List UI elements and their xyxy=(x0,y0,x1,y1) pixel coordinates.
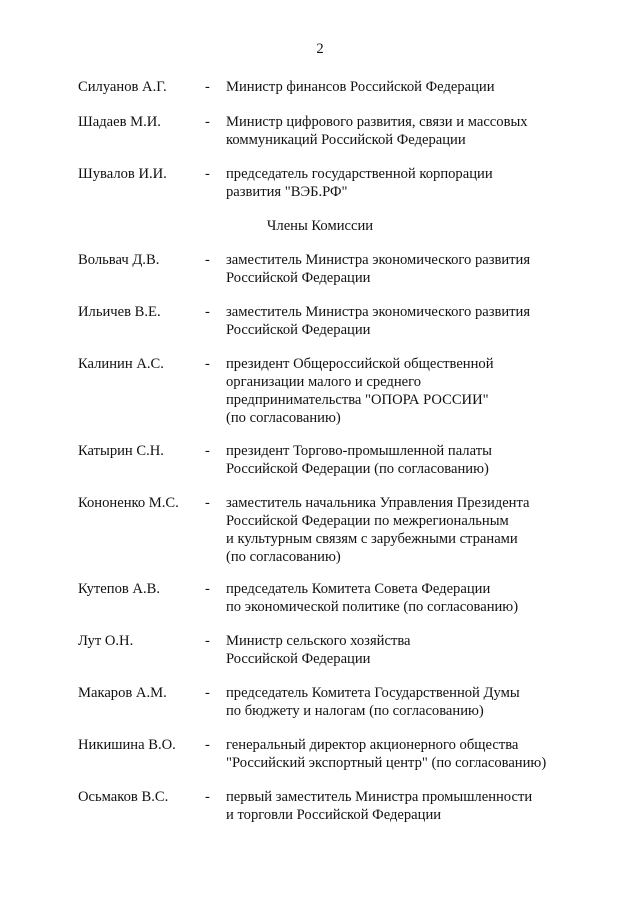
position-line: заместитель Министра экономического развития xyxy=(226,304,531,320)
dash: - xyxy=(205,114,210,130)
position-line: генеральный директор акционерного общества xyxy=(226,737,519,753)
position-line: предпринимательства "ОПОРА РОССИИ" xyxy=(226,392,489,408)
position-line: Министр цифрового развития, связи и массовых xyxy=(226,114,528,130)
position-line: президент Торгово-промышленной палаты xyxy=(226,443,492,459)
dash: - xyxy=(205,166,210,182)
position-description xyxy=(226,580,518,616)
page-number: 2 xyxy=(316,41,324,57)
position-line: председатель государственной корпорации xyxy=(226,166,493,182)
position-line: (по согласованию) xyxy=(226,410,341,426)
position-description xyxy=(226,684,520,720)
position-description xyxy=(226,355,494,427)
dash: - xyxy=(205,304,210,320)
position-description xyxy=(226,78,495,96)
dash: - xyxy=(205,79,210,95)
dash: - xyxy=(205,633,210,649)
position-description xyxy=(226,632,411,668)
person-name: Шадаев М.И. xyxy=(78,114,161,130)
position-line: и торговли Российской Федерации xyxy=(226,807,442,823)
position-line: по экономической политике (по согласованию) xyxy=(226,599,519,615)
person-name: Лут О.Н. xyxy=(78,633,134,649)
position-description xyxy=(226,113,528,149)
position-line: развития "ВЭБ.РФ" xyxy=(226,184,348,200)
position-line: и культурным связям с зарубежными странами xyxy=(226,531,518,547)
person-name: Калинин А.С. xyxy=(78,356,164,372)
dash: - xyxy=(205,789,210,805)
position-description xyxy=(226,442,492,478)
position-line: (по согласованию) xyxy=(226,549,341,565)
person-name: Кутепов А.В. xyxy=(78,581,161,597)
position-line: председатель Комитета Государственной Думы xyxy=(226,685,520,701)
person-name: Макаров А.М. xyxy=(78,685,167,701)
dash: - xyxy=(205,443,210,459)
dash: - xyxy=(205,685,210,701)
dash: - xyxy=(205,252,210,268)
person-name: Силуанов А.Г. xyxy=(78,79,167,95)
person-name: Осьмаков В.С. xyxy=(78,789,169,805)
position-line: Министр финансов Российской Федерации xyxy=(226,79,495,95)
person-name: Вольвач Д.В. xyxy=(78,252,160,268)
position-line: Министр сельского хозяйства xyxy=(226,633,411,649)
position-line: президент Общероссийской общественной xyxy=(226,356,494,372)
person-name: Кононенко М.С. xyxy=(78,495,179,511)
person-name: Катырин С.Н. xyxy=(78,443,164,459)
person-name: Ильичев В.Е. xyxy=(78,304,161,320)
dash: - xyxy=(205,356,210,372)
position-description xyxy=(226,494,530,566)
position-line: Российской Федерации xyxy=(226,651,371,667)
person-name: Никишина В.О. xyxy=(78,737,176,753)
position-description xyxy=(226,788,532,824)
position-line: Российской Федерации xyxy=(226,322,371,338)
position-line: организации малого и среднего xyxy=(226,374,422,390)
position-line: заместитель начальника Управления Президента xyxy=(226,495,530,511)
dash: - xyxy=(205,495,210,511)
position-line: заместитель Министра экономического развития xyxy=(226,252,531,268)
position-description xyxy=(226,303,530,339)
position-line: первый заместитель Министра промышленности xyxy=(226,789,533,805)
position-line: "Российский экспортный центр" (по согласованию) xyxy=(226,755,547,771)
position-line: председатель Комитета Совета Федерации xyxy=(226,581,491,597)
dash: - xyxy=(205,737,210,753)
position-line: Российской Федерации xyxy=(226,270,371,286)
position-description xyxy=(226,736,546,772)
position-line: Российской Федерации по межрегиональным xyxy=(226,513,509,529)
position-line: по бюджету и налогам (по согласованию) xyxy=(226,703,484,719)
position-description xyxy=(226,251,530,287)
position-line: Российской Федерации (по согласованию) xyxy=(226,461,489,477)
position-description xyxy=(226,165,493,201)
dash: - xyxy=(205,581,210,597)
person-name: Шувалов И.И. xyxy=(78,166,167,182)
section-heading: Члены Комиссии xyxy=(266,218,374,234)
position-line: коммуникаций Российской Федерации xyxy=(226,132,466,148)
